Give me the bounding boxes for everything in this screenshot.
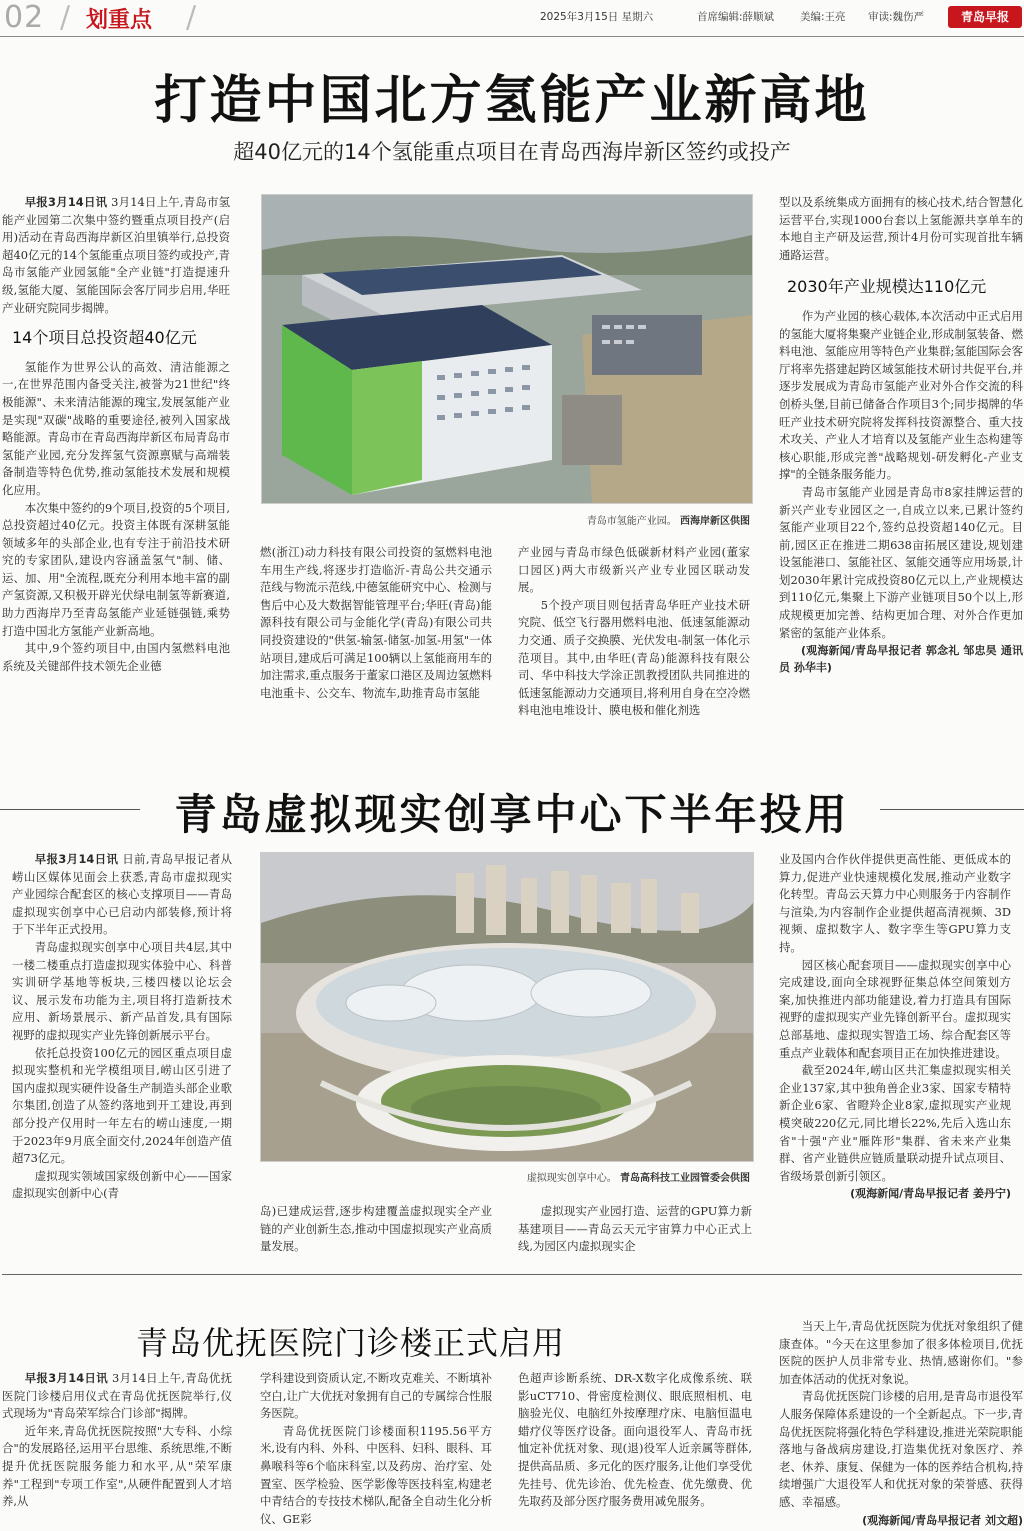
article2-paragraph: 截至2024年,崂山区共汇集虚拟现实相关企业137家,其中独角兽企业3家、国家专精特新企业6家、省瞪羚企业8家,虚拟现实产业规模突破220亿元,同比增长22%,先后入选山东省"十强"产业"雁阵形"集群、省未来产业集群、省产业链供应链质量联动提升试点项目、省级场景创新引领区。: [779, 1063, 1011, 1183]
article3-column-4: [779, 1318, 1023, 1530]
header-slash: /: [60, 0, 71, 35]
article1-subheadline: 超40亿元的14个氢能重点项目在青岛西海岸新区签约或投产: [233, 140, 791, 164]
header-slash: /: [186, 0, 197, 35]
article2-lead: 日前,青岛早报记者从崂山区媒体见面会上获悉,青岛市虚拟现实产业园综合配套区的核心支撑项目——青岛虚拟现实创享中心已启动内部装修,预计将于下半年正式投用。: [12, 852, 232, 937]
article1-paragraph: 产业园与青岛市绿色低碳新材料产业园(董家口园区)两大市级新兴产业专业园区联动发展。: [518, 545, 750, 595]
article1-paragraph: 本次集中签约的9个项目,投资的5个项目,总投资超过40亿元。投资主体既有深耕氢能领域多年的头部企业,也有专注于前沿技术研究的专家团队,建设内容涵盖氢气"制、储、运、加、用"全流程,既充分利用本地丰富的副产氢资源,又积极开辟光伏绿电制氢等新赛道,助力西海岸乃至青岛氢能产业延链强链,乘势打造中国北方氢能产业新高地。: [2, 500, 230, 638]
article1-column-1: [2, 194, 230, 675]
article2-column-1: [12, 851, 232, 1203]
vr-center-photo: [260, 852, 754, 1162]
article1-paragraph: 青岛市氢能产业园是青岛市8家挂牌运营的新兴产业专业园区之一,自成立以来,已累计签约氢能产业项目22个,签约总投资超140亿元。目前,园区正在推进二期638亩拓展区建设,规划建设氢能港口、氢能社区、氢能交通等应用场景,计划2030年累计完成投资80亿元以上,产业规模达到110亿元,集聚上下游产业链项目50个以上,形成规模更加完善、结构更加合理、对外合作更加紧密的氢能产业体系。: [779, 484, 1023, 640]
article1-paragraph: 其中,9个签约项目中,由国内氢燃料电池系统及关键部件技术领先企业德: [2, 641, 230, 673]
article2-column-3: [518, 1203, 752, 1256]
caption-text: 虚拟现实创享中心。: [526, 1173, 617, 1184]
lead-tag: 早报3月14日讯: [24, 1371, 108, 1385]
article2-paragraph: 虚拟现实产业园打造、运营的GPU算力新基建项目——青岛云天元宇宙算力中心正式上线,为园区内虚拟现实企: [518, 1204, 752, 1254]
page-number: 02: [4, 0, 45, 35]
article1-column-3: [518, 544, 750, 720]
article3-byline: (观海新闻/青岛早报记者 刘文超): [862, 1513, 1023, 1527]
article2-paragraph: 青岛虚拟现实创享中心项目共4层,其中一楼二楼重点打造虚拟现实体验中心、科普实训研学基地等板块,三楼四楼以论坛会议、展示发布功能为主,项目将打造新技术应用、新场景展示、新产品首发,具有国际视野的虚拟现实产业先锋创新展示平台。: [12, 939, 232, 1042]
article3-paragraph: 近年来,青岛优抚医院按照"大专科、小综合"的发展路径,运用平台思维、系统思维,不断提升优抚医院服务能力和水平,从"荣军康养"工程到"专项工作室",从硬件配置到人才培养,从: [2, 1423, 232, 1509]
caption-text: 青岛市氢能产业园。: [586, 516, 677, 527]
lead-tag: 早报3月14日讯: [24, 195, 108, 209]
article3-paragraph: 学科建设到资质认定,不断攻克难关、不断填补空白,让广大优抚对象拥有自己的专属综合性服务医院。: [260, 1371, 492, 1421]
article3-paragraph: 色超声诊断系统、DR-X数字化成像系统、联影uCT710、骨密度检测仪、眼底照相机、电脑验光仪、电脑红外按摩理疗床、电脑恒温电蜡疗仪等医疗设备。面向退役军人、青岛市抚恤定补优抚对象、现(退)役军人近亲属等群体,提供高品质、多元化的医疗服务,让他们享受优先挂号、优先诊治、优先检查、优先缴费、优先取药及部分医疗服务费用减免服务。: [518, 1371, 752, 1509]
article2-paragraph: 岛)已建成运营,逐步构建覆盖虚拟现实全产业链的产业创新生态,推动中国虚拟现实产业高质量发展。: [260, 1204, 492, 1254]
article1-paragraph: 氢能作为世界公认的高效、清洁能源之一,在世界范围内备受关注,被誉为21世纪"终极能源"、未来清洁能源的瑰宝,发展氢能产业是实现"双碳"战略的重要途径,被列入国家战略能源。青岛市在青岛西海岸新区布局青岛市氢能产业园,充分发挥氢气资源禀赋与高端装备制造等特色优势,推动氢能技术发展和规模化应用。: [2, 359, 230, 497]
article2-column-2: [260, 1203, 492, 1256]
article1-subhead-1: 14个项目总投资超40亿元: [12, 328, 197, 348]
caption-credit: 西海岸新区供图: [680, 516, 750, 527]
article3-column-2: [260, 1370, 492, 1530]
article1-column-2: [260, 544, 492, 702]
issue-date: 2025年3月15日 星期六: [540, 11, 654, 23]
chief-editor: 首席编辑:薛顺斌: [697, 11, 775, 23]
article1-paragraph: 型以及系统集成方面拥有的核心技术,结合智慧化运营平台,实现1000台套以上氢能源共享单车的本地自主产研及运营,预计4月份可实现首批车辆通路运营。: [779, 195, 1023, 262]
article3-column-3: [518, 1370, 752, 1530]
hydrogen-park-aerial-image: [262, 195, 752, 503]
article3-paragraph: 青岛优抚医院门诊楼面积1195.56平方米,设有内科、外科、中医科、妇科、眼科、耳鼻喉科等6个临床科室,以及药房、治疗室、处置室、医学检验、医学影像等医技科室,构建老中青结合的专技技术梯队,配备全自动生化分析仪、GE彩: [260, 1423, 492, 1526]
art-editor: 美编:王亮: [800, 11, 846, 23]
article1-column-4: [779, 194, 1023, 676]
article2-byline: (观海新闻/青岛早报记者 姜丹宁): [850, 1187, 1011, 1201]
article2-headline: 青岛虚拟现实创享中心下半年投用: [174, 790, 850, 839]
article2-paragraph: 业及国内合作伙伴提供更高性能、更低成本的算力,促进产业快速规模化发展,推动产业数字化转型。青岛云天算力中心则服务于内容制作与渲染,为内容制作企业提供超高清视频、3D视频、虚拟数字人、数字孪生等GPU算力支持。: [779, 852, 1011, 954]
article1-paragraph: 5个投产项目则包括青岛华旺产业技术研究院、低空飞行器用燃料电池、低速氢能源动力交通、质子交换膜、光伏发电-制氢一体化示范项目。其中,由华旺(青岛)能源科技有限公司、华中科技大学涂正凯教授团队共同推进的低速氢能源动力交通项目,将利用自身在空冷燃料电池电堆设计、膜电极和催化剂选: [518, 597, 750, 718]
article2-photo-caption: [440, 1169, 750, 1184]
article1-headline: 打造中国北方氢能产业新高地: [154, 71, 870, 131]
proofreader: 审读:魏伤严: [868, 11, 925, 23]
article1-subhead-2: 2030年产业规模达110亿元: [787, 277, 987, 297]
article2-column-4: [779, 851, 1011, 1202]
article3-lead: 3月14日上午,青岛优抚医院门诊楼启用仪式在青岛优抚医院举行,仪式现场为"青岛荣军综合门诊部"揭牌。: [2, 1371, 232, 1421]
vr-center-aerial-image: [261, 853, 753, 1161]
article3-column-1: [2, 1370, 232, 1530]
article1-photo-caption: [460, 512, 750, 527]
lead-tag: 早报3月14日讯: [34, 852, 119, 866]
section-name: 划重点: [86, 8, 153, 33]
caption-credit: 青岛高科技工业园管委会供图: [620, 1173, 750, 1184]
hydrogen-park-photo: [261, 194, 753, 504]
article1-paragraph: 燃(浙江)动力科技有限公司投资的氢燃料电池车用生产线,将逐步打造临沂-青岛公共交通示范线与物流示范线,中德氢能研究中心、检测与售后中心及大数据智能管理平台;华旺(青岛)能源科技有限公司与金能化学(青岛)有限公司共同投资建设的"供氢-输氢-储氢-加氢-用氢"一体站项目,建成后可满足100辆以上氢能商用车的加注需求,重点服务于董家口港区及周边氢燃料电池重卡、公交车、物流车,助推青岛市氢能: [260, 545, 492, 700]
article1-lead: 3月14日上午,青岛市氢能产业园第二次集中签约暨重点项目投产(启用)活动在青岛西海岸新区泊里镇举行,总投资超40亿元的14个氢能重点项目签约或投产,青岛市氢能产业园氢能"全产业链"打造提速升级,氢能大厦、氢能国际会客厅同步启用,华旺产业研究院同步揭牌。: [2, 195, 230, 315]
article3-paragraph: 当天上午,青岛优抚医院为优抚对象组织了健康查体。"今天在这里参加了很多体检项目,优抚医院的医护人员非常专业、热情,感谢你们。"参加查体活动的优抚对象说。: [779, 1319, 1023, 1386]
newspaper-logo: 青岛早报: [948, 6, 1022, 28]
article2-paragraph: 依托总投资100亿元的园区重点项目虚拟现实整机和光学模组项目,崂山区引进了国内虚拟现实硬件设备生产制造头部企业歌尔集团,创造了从签约落地到开工建设,再到部分投产仅用时一年左右的崂山速度,一期于2023年9月底全面交付,2024年创造产值超73亿元。: [12, 1045, 232, 1166]
article3-paragraph: 青岛优抚医院门诊楼的启用,是青岛市退役军人服务保障体系建设的一个全新起点。下一步,青岛优抚医院将强化特色学科建设,推进光荣院职能落地与备战病房建设,打造集优抚对象医疗、养老、休养、康复、保健为一体的医养结合机构,持续增强广大退役军人和优抚对象的荣誉感、获得感、幸福感。: [779, 1389, 1023, 1509]
article2-paragraph: 虚拟现实领域国家级创新中心——国家虚拟现实创新中心(青: [12, 1168, 232, 1201]
article2-paragraph: 园区核心配套项目——虚拟现实创享中心完成建设,面向全球视野征集总体空间策划方案,加快推进内部功能建设,着力打造具有国际视野的虚拟现实产业先锋创新平台。虚拟现实总部基地、虚拟现实智造工场、综合配套区等重点产业载体和配套项目正在加快推进建设。: [779, 957, 1011, 1060]
article1-byline: (观海新闻/青岛早报记者 郭念礼 邹忠昊 通讯员 孙华丰): [779, 644, 1023, 675]
article3-headline: 青岛优抚医院门诊楼正式启用: [136, 1324, 566, 1362]
article1-paragraph: 作为产业园的核心载体,本次活动中正式启用的氢能大厦将集聚产业链企业,形成制氢装备、燃料电池、氢能应用等特色产业集群;氢能国际会客厅将率先搭建起跨区域氢能技术研讨共促平台,并逐步发展成为青岛市氢能产业对外合作交流的科创桥头堡,目前已储备合作项目3个;同步揭牌的华旺产业技术研究院将发挥科技资源整合、重大技术攻关、产业人才培育以及氢能产业生态构建等核心职能,形成完善"战略规划-研发孵化-产业支撑"的全链条服务能力。: [779, 308, 1023, 482]
